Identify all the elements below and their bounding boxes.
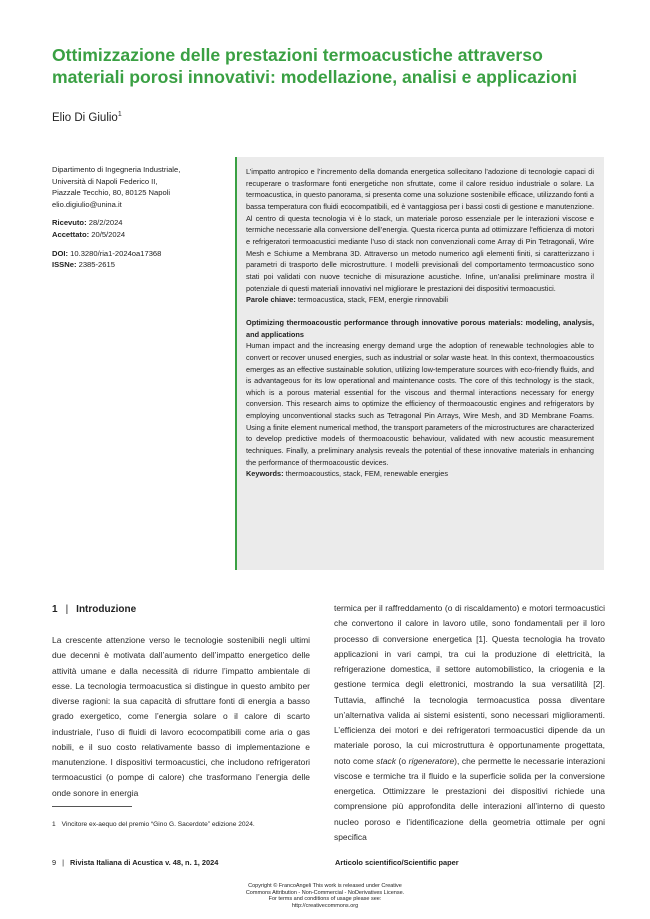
section-heading: 1 | Introduzione xyxy=(52,604,137,615)
author xyxy=(52,111,122,124)
body-column-left xyxy=(52,633,310,801)
page-number: 9 xyxy=(52,858,57,867)
keywords-italian: Parole chiave: termoacustica, stack, FEM, energie rinnovabili xyxy=(246,295,449,305)
license-notice: Copyright © FrancoAngeli This work is released under Creative Commons Attribution - Non-Commercial - NoDerivatives License. For terms and conditions of usage please see: http://creativecommons.org xyxy=(0,883,650,909)
affiliation-line: Piazzale Tecchio, 80, 80125 Napoli xyxy=(52,188,171,198)
footer-article-type: Articolo scientifico/Scientific paper xyxy=(335,858,459,867)
english-title: Optimizing thermoacoustic performance through innovative porous materials: modeling, analysis, and applications xyxy=(246,317,594,339)
footnote: 1 Vincitore ex-aequo del premio “Gino G. Sacerdote” edizione 2024. xyxy=(52,821,255,828)
affiliation-line: Dipartimento di Ingegneria Industriale, xyxy=(52,165,181,174)
keywords-english: Keywords: thermoacoustics, stack, FEM, renewable energies xyxy=(246,469,449,479)
abstract-english: Human impact and the increasing energy demand urge the adoption of renewable technologies able to convert or recover unused energies, such as industrial or solar waste heat. In this context, thermoacoustics emerges as an effective sustainable solution, utilizing low-temperature sources with eco-friendly fluids, and is advantageous for its low operational and maintenance costs. The core of this technology is the stack, which is a porous material essential for the viscous and thermal interactions necessary for energy conversion. This research aims to optimize the efficiency of thermoacoustic engines and refrigerators by employing unconventional stacks such as Tetragonal Pin Arrays, Wire Mesh, and 3D Membrane Foams. Using a finite element numerical method, the transport parameters of the microstructures are characterized to develop predictive models of thermoacoustic behaviour, validated with new acoustic measurement techniques. Finally, a preliminary analysis reveals the potential of these innovative materials in enhancing the performance of thermoacoustic devices. xyxy=(246,341,594,467)
article-meta xyxy=(52,164,227,271)
author-name: Elio Di Giulio xyxy=(52,111,118,124)
footnote-divider xyxy=(52,806,132,807)
accepted-date: Accettato: 20/5/2024 xyxy=(52,229,126,239)
abstract-box xyxy=(235,157,604,570)
section-number: 1 xyxy=(52,604,58,615)
article-title: Ottimizzazione delle prestazioni termoacustiche attraverso materiali porosi innovativi: modellazione, analisi e applicazioni xyxy=(52,45,578,87)
received-date: Ricevuto: 28/2/2024 xyxy=(52,218,123,228)
body-paragraph: termica per il raffreddamento (o di riscaldamento) e motori termoacustici che convertono il calore in lavoro utile, sono fondamentali per il loro processo di conversione energetica [1]. Questa tecnologia ha trovato applicazioni in vari campi, tra cui la produzione di elettricità, la refrigerazione domestica, il settore automobilistico, la criogenia e la gestione termica degli elettronici, mostrando la sua versatilità [2]. Tuttavia, affinché la tecnologia termoacustica possa diventare un’alternativa valida ai sistemi esistenti, sono necessari miglioramenti. L’efficienza dei motori e dei refrigeratori termoacustici dipende da un materiale poroso, la cui microstruttura è opportunamente progettata, noto come stack (o rigeneratore), che permette le necessarie interazioni viscose e termiche tra il fluido e la superficie solida per la conversione energetica. Ottimizzare le prestazioni dei dispositivi richiede una comprensione più approfondita delle interazioni all’interno di questo nucleo poroso e l’identificazione della geometria ottimale per ogni specifica xyxy=(334,603,605,842)
affiliation-line: Università di Napoli Federico II, xyxy=(52,176,158,186)
issn: ISSNe: 2385-2615 xyxy=(52,260,115,270)
body-column-right xyxy=(334,601,605,845)
author-footnote-mark: 1 xyxy=(117,111,122,118)
journal-name: Rivista Italiana di Acustica v. 48, n. 1, 2024 xyxy=(70,858,219,867)
body-paragraph: La crescente attenzione verso le tecnologie sostenibili negli ultimi due decenni è motivata dall’aumento dell’impatto energetico delle attività umane e dalla necessità di ridurre l’impatto ambientale di esse. La tecnologia termoacustica si distingue in questo ambito per diverse ragioni: la sua capacità di sfruttare fonti di energia a basso grado exergetico, come l’energia solare o il calore di scarto industriale, l’uso di fluidi di lavoro ecocompatibili come aria o gas nobili, e il suo costo relativamente basso di implementazione e manutenzione. I dispositivi termoacustici, che includono refrigeratori termoacustici (o pompe di calore) che trasformano l’energia delle onde sonore in energia xyxy=(52,635,310,798)
section-title: Introduzione xyxy=(76,604,137,615)
abstract-italian: L’impatto antropico e l’incremento della domanda energetica sollecitano l’adozione di tecnologie capaci di recuperare o trasformare fonti energetiche non sfruttate, come il calore residuo industriale o solare. La termoacustica, in questo panorama, si presenta come una soluzione sostenibile efficace, utilizzando fonti a bassa temperatura con fluidi ecocompatibili, ed è vantaggiosa per i bassi costi di gestione e manutenzione. Al centro di questa tecnologia vi è lo stack, un materiale poroso essenziale per le interazioni viscose e termiche necessarie alla conversione dell’energia. Questa ricerca punta ad ottimizzare l’efficienza di motori e refrigeratori termoacustici mediante l’uso di stack non convenzionali come Array di Pin Tetragonali, Wire Mesh e Schiume a Membrana 3D. Attraverso un metodo numerico agli elementi finiti, si caratterizzano i parametri di trasporto delle microstrutture. I modelli previsionali del comportamento termoacustico sono stati poi validati con nuove tecniche di misurazione acustiche. Infine, un’analisi preliminare mostra il potenziale di questi materiali innovativi nel migliorare le prestazioni dei dispositivi termoacustici. xyxy=(246,167,594,293)
license-link[interactable]: http://creativecommons.org xyxy=(291,902,359,909)
doi[interactable]: DOI: 10.3280/ria1-2024oa17368 xyxy=(52,248,162,258)
author-email[interactable]: elio.digiulio@unina.it xyxy=(52,199,122,209)
footer-journal: 9 | Rivista Italiana di Acustica v. 48, n. 1, 2024 xyxy=(52,858,219,867)
